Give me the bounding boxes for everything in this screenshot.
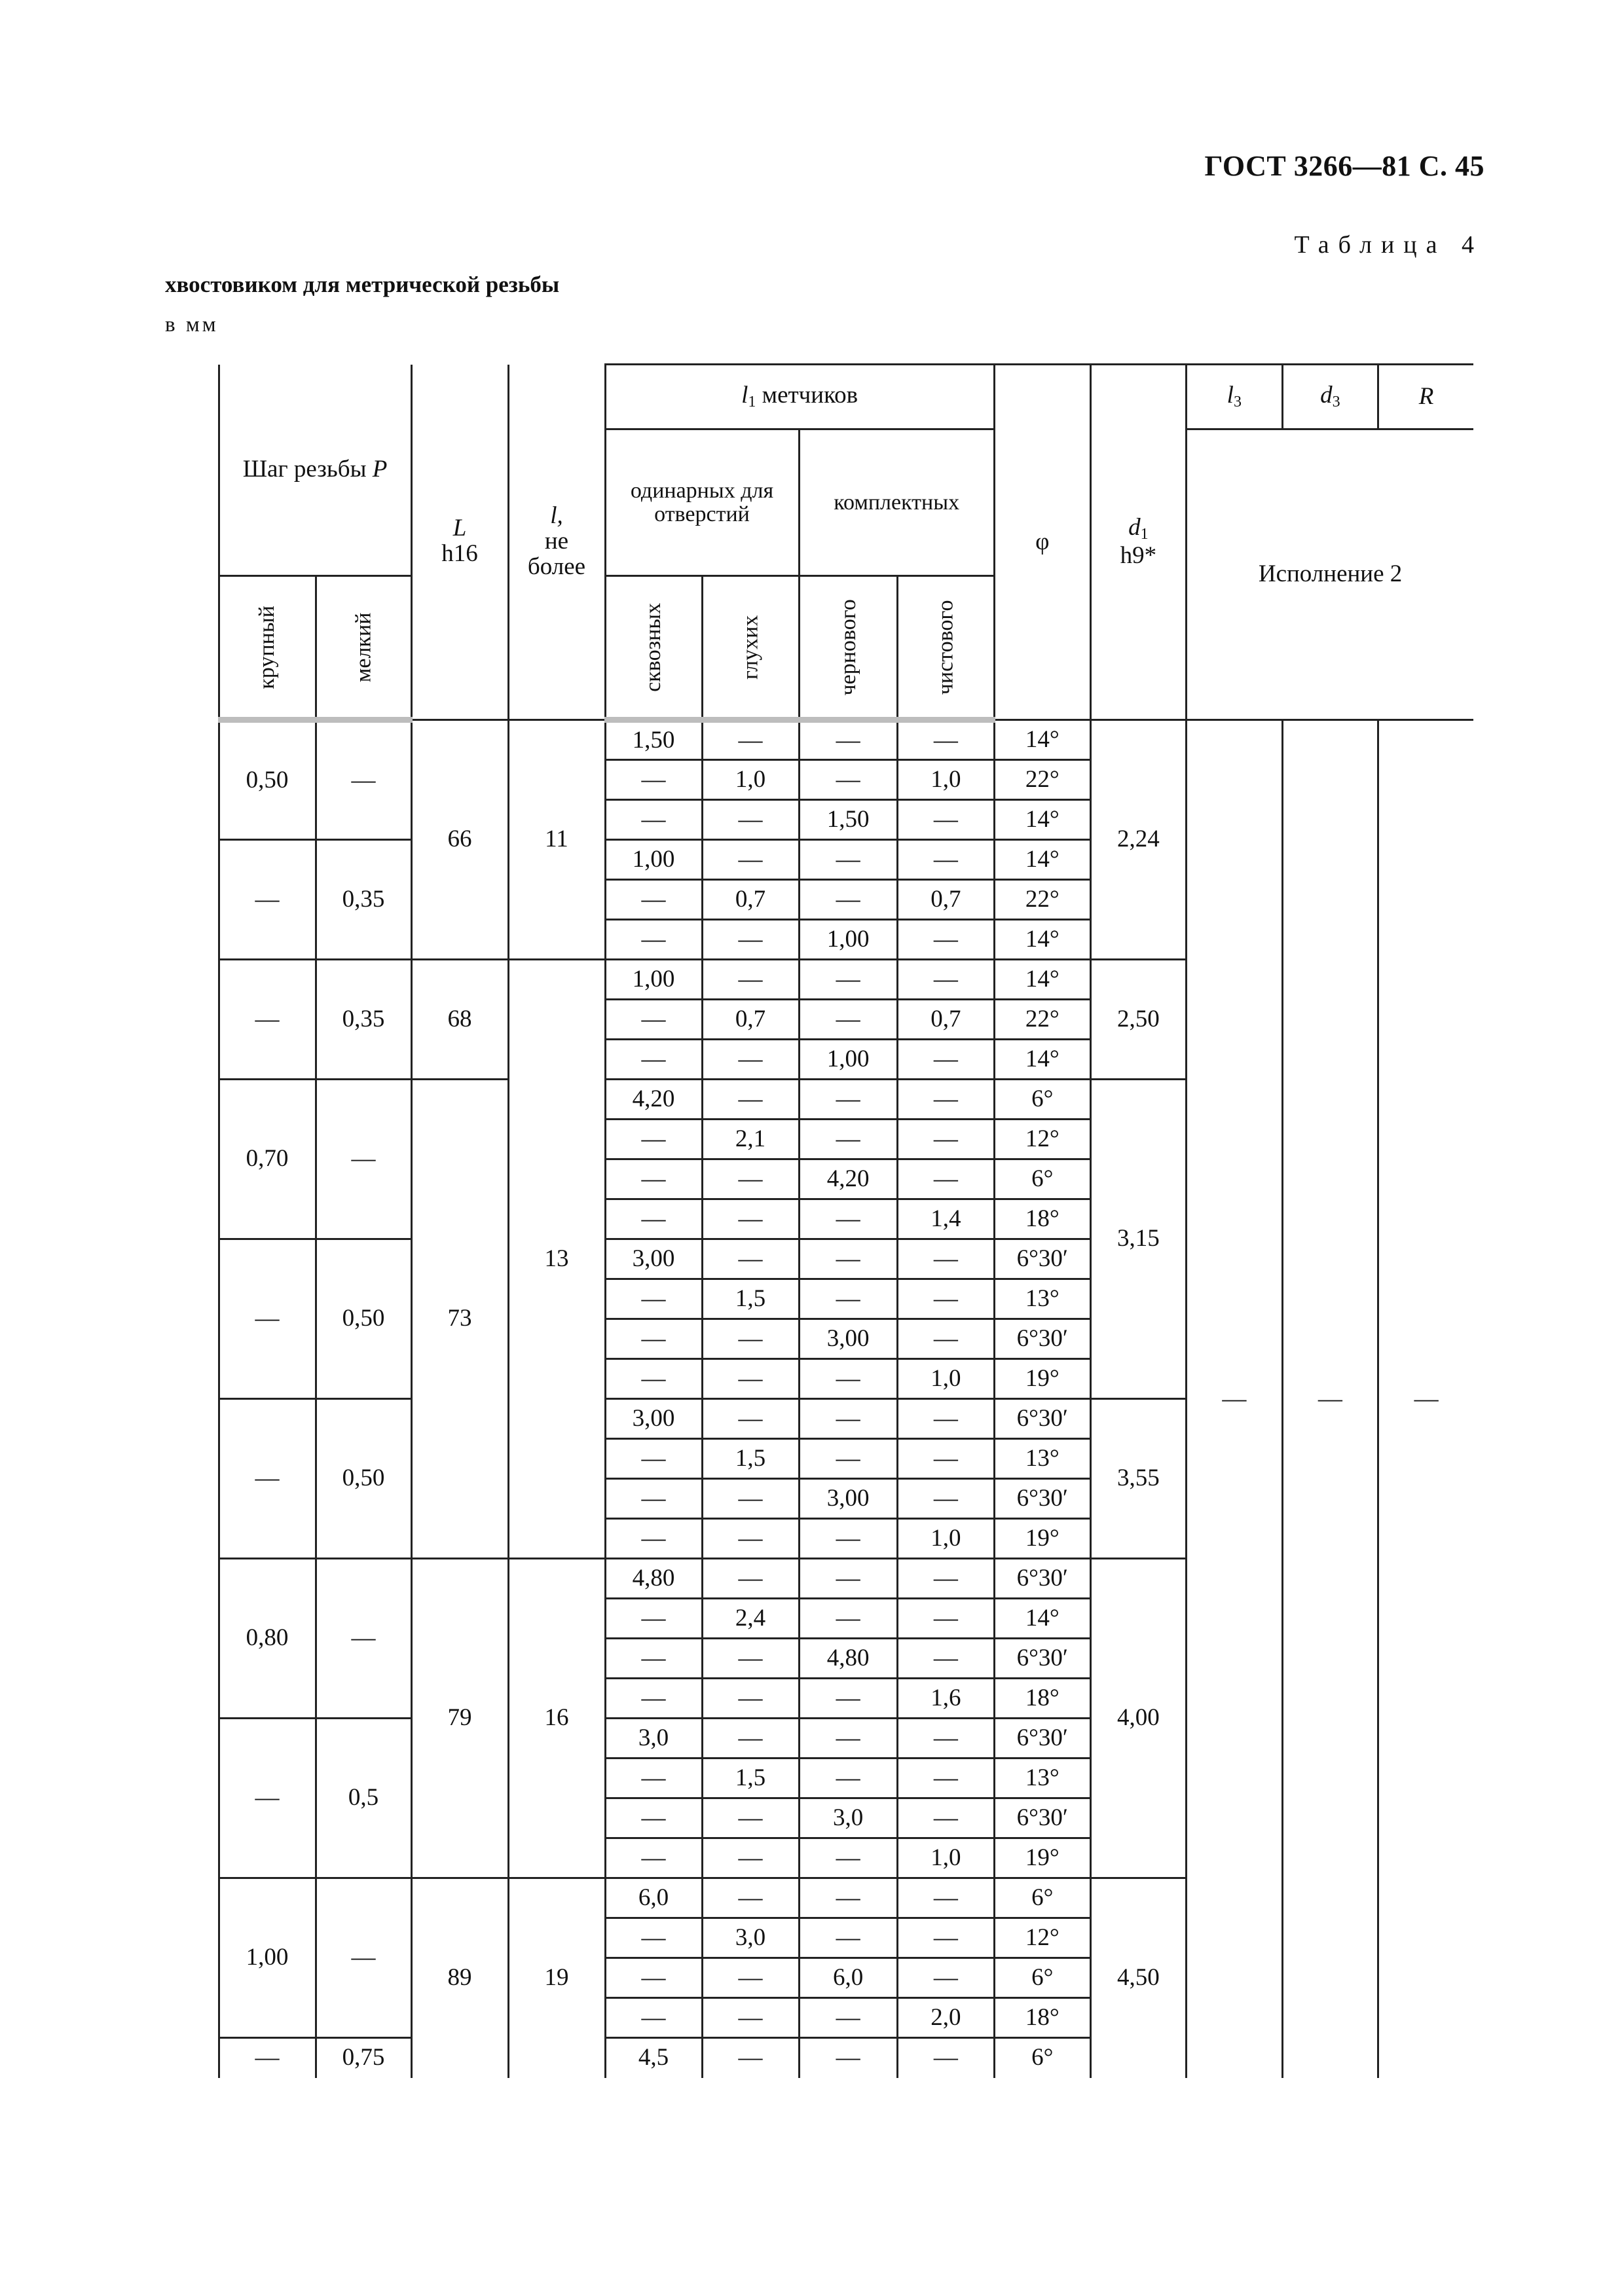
phi-cell: 18°	[994, 1998, 1090, 2038]
finish-cell: —	[897, 1719, 994, 1758]
R-header: R	[1378, 365, 1473, 429]
blind-cell: —	[702, 1479, 799, 1519]
blind-cell: —	[702, 1399, 799, 1439]
d1-cell: 4,50	[1090, 1878, 1186, 2078]
phi-cell: 13°	[994, 1758, 1090, 1798]
through-cell: —	[605, 1599, 702, 1639]
through-cell: —	[605, 1798, 702, 1838]
rough-cell: 1,00	[799, 1040, 897, 1080]
finish-cell: 1,0	[897, 1359, 994, 1399]
rough-cell: —	[799, 1080, 897, 1120]
through-cell: 4,5	[605, 2038, 702, 2078]
version-header: Исполнение 2	[1186, 429, 1473, 720]
coarse-cell: —	[219, 840, 316, 960]
finish-cell: —	[897, 1798, 994, 1838]
finish-cell: 0,7	[897, 1000, 994, 1040]
finish-cell: —	[897, 960, 994, 1000]
blind-cell: —	[702, 1319, 799, 1359]
finish-cell: —	[897, 1559, 994, 1599]
blind-cell: —	[702, 1798, 799, 1838]
through-cell: —	[605, 1319, 702, 1359]
blind-cell: —	[702, 1958, 799, 1998]
fine-cell: —	[316, 720, 411, 840]
phi-cell: 19°	[994, 1359, 1090, 1399]
through-cell: —	[605, 1639, 702, 1679]
through-cell: —	[605, 1519, 702, 1559]
rough-cell: —	[799, 1719, 897, 1758]
through-cell: —	[605, 1439, 702, 1479]
d1-cell: 3,55	[1090, 1399, 1186, 1559]
blind-cell: —	[702, 920, 799, 960]
phi-cell: 6°30′	[994, 1319, 1090, 1359]
finish-cell: 1,0	[897, 1519, 994, 1559]
through-cell: —	[605, 1758, 702, 1798]
finish-cell: —	[897, 1918, 994, 1958]
rough-cell: —	[799, 760, 897, 800]
phi-cell: 14°	[994, 840, 1090, 880]
through-cell: 1,00	[605, 840, 702, 880]
fine-cell: 0,75	[316, 2038, 411, 2078]
through-cell: —	[605, 1000, 702, 1040]
table-label: Таблица 4	[1294, 231, 1483, 259]
coarse-cell: 0,70	[219, 1080, 316, 1239]
finish-cell: 0,7	[897, 880, 994, 920]
coarse-cell: —	[219, 1719, 316, 1878]
phi-cell: 6°30′	[994, 1239, 1090, 1279]
rough-cell: —	[799, 1559, 897, 1599]
fine-cell: 0,35	[316, 960, 411, 1080]
blind-cell: —	[702, 1040, 799, 1080]
rough-cell: —	[799, 1239, 897, 1279]
through-cell: —	[605, 1679, 702, 1719]
units-label: в мм	[165, 313, 219, 337]
blind-header: глухих	[702, 576, 799, 720]
phi-cell: 18°	[994, 1199, 1090, 1239]
blind-cell: —	[702, 1998, 799, 2038]
phi-cell: 6°30′	[994, 1639, 1090, 1679]
l-cell: 11	[508, 720, 605, 960]
through-cell: 4,20	[605, 1080, 702, 1120]
finish-cell: —	[897, 1639, 994, 1679]
rough-cell: —	[799, 1758, 897, 1798]
L-cell: 79	[411, 1559, 508, 1878]
blind-cell: 2,4	[702, 1599, 799, 1639]
rough-cell: —	[799, 1998, 897, 2038]
phi-cell: 19°	[994, 1838, 1090, 1878]
blind-cell: —	[702, 1159, 799, 1199]
blind-cell: 1,5	[702, 1279, 799, 1319]
through-cell: —	[605, 1918, 702, 1958]
finish-cell: —	[897, 720, 994, 760]
phi-cell: 14°	[994, 1040, 1090, 1080]
blind-cell: —	[702, 800, 799, 840]
blind-cell: 0,7	[702, 880, 799, 920]
fine-cell: 0,35	[316, 840, 411, 960]
through-cell: 4,80	[605, 1559, 702, 1599]
finish-cell: —	[897, 1040, 994, 1080]
rough-cell: —	[799, 1599, 897, 1639]
rough-cell: —	[799, 1918, 897, 1958]
blind-cell: 1,0	[702, 760, 799, 800]
blind-cell: 1,5	[702, 1439, 799, 1479]
through-cell: 6,0	[605, 1878, 702, 1918]
through-cell: —	[605, 760, 702, 800]
through-cell: —	[605, 920, 702, 960]
rough-cell: 3,00	[799, 1319, 897, 1359]
fine-cell: —	[316, 1878, 411, 2038]
phi-cell: 12°	[994, 1120, 1090, 1159]
blind-cell: —	[702, 1359, 799, 1399]
through-cell: —	[605, 1998, 702, 2038]
blind-cell: —	[702, 720, 799, 760]
through-cell: —	[605, 1958, 702, 1998]
blind-cell: —	[702, 1639, 799, 1679]
dimension-table	[162, 363, 1473, 2078]
rough-header: чернового	[799, 576, 897, 720]
rough-cell: —	[799, 1199, 897, 1239]
rough-cell: 3,0	[799, 1798, 897, 1838]
rough-cell: —	[799, 720, 897, 760]
phi-cell: 22°	[994, 1000, 1090, 1040]
through-cell: 1,00	[605, 960, 702, 1000]
rough-cell: —	[799, 1439, 897, 1479]
phi-cell: 14°	[994, 720, 1090, 760]
finish-cell: —	[897, 1479, 994, 1519]
phi-cell: 6°	[994, 1159, 1090, 1199]
finish-cell: 2,0	[897, 1998, 994, 2038]
finish-cell: —	[897, 1878, 994, 1918]
L-cell: 73	[411, 1080, 508, 1559]
l-header: l, не более	[508, 365, 605, 720]
finish-cell: —	[897, 1599, 994, 1639]
phi-cell: 13°	[994, 1279, 1090, 1319]
d1-cell: 2,24	[1090, 720, 1186, 960]
rough-cell: 4,80	[799, 1639, 897, 1679]
phi-cell: 6°30′	[994, 1798, 1090, 1838]
L-cell: 68	[411, 960, 508, 1080]
through-cell: —	[605, 1279, 702, 1319]
finish-cell: 1,6	[897, 1679, 994, 1719]
blind-cell: 1,5	[702, 1758, 799, 1798]
blind-cell: —	[702, 1239, 799, 1279]
rough-cell: 1,00	[799, 920, 897, 960]
finish-cell: —	[897, 1958, 994, 1998]
through-cell: —	[605, 1199, 702, 1239]
through-cell: —	[605, 1838, 702, 1878]
d3-cell: —	[1282, 720, 1378, 2078]
blind-cell: —	[702, 1679, 799, 1719]
thread-pitch-header: Шаг резьбы P	[219, 365, 411, 576]
finish-cell: —	[897, 1120, 994, 1159]
L-cell: 89	[411, 1878, 508, 2078]
finish-cell: 1,0	[897, 760, 994, 800]
fine-header: мелкий	[316, 576, 411, 720]
blind-cell: —	[702, 1519, 799, 1559]
left-margin	[162, 365, 219, 2078]
coarse-cell: —	[219, 1399, 316, 1559]
rough-cell: —	[799, 880, 897, 920]
through-cell: —	[605, 1479, 702, 1519]
blind-cell: 3,0	[702, 1918, 799, 1958]
phi-cell: 6°	[994, 1958, 1090, 1998]
finish-cell: 1,0	[897, 1838, 994, 1878]
l3-cell: —	[1186, 720, 1282, 2078]
phi-cell: 6°30′	[994, 1479, 1090, 1519]
rough-cell: —	[799, 1519, 897, 1559]
rough-cell: —	[799, 840, 897, 880]
finish-cell: —	[897, 1159, 994, 1199]
blind-cell: —	[702, 840, 799, 880]
phi-cell: 19°	[994, 1519, 1090, 1559]
complete-header: комплектных	[799, 429, 994, 576]
standard-header: ГОСТ 3266—81 С. 45	[1204, 150, 1484, 182]
through-cell: 3,0	[605, 1719, 702, 1758]
blind-cell: —	[702, 1559, 799, 1599]
fine-cell: 0,50	[316, 1239, 411, 1399]
phi-cell: 22°	[994, 760, 1090, 800]
d1-cell: 4,00	[1090, 1559, 1186, 1878]
finish-cell: —	[897, 920, 994, 960]
l-cell: 16	[508, 1559, 605, 1878]
blind-cell: —	[702, 1199, 799, 1239]
coarse-cell: 0,50	[219, 720, 316, 840]
l1-header: $l_1$ метчиков	[605, 365, 994, 429]
coarse-header: крупный	[219, 576, 316, 720]
finish-cell: —	[897, 840, 994, 880]
rough-cell: 1,50	[799, 800, 897, 840]
rough-cell: —	[799, 1679, 897, 1719]
rough-cell: —	[799, 1000, 897, 1040]
phi-header: φ	[994, 365, 1090, 720]
L-cell: 66	[411, 720, 508, 960]
d3-header: $d_3$	[1282, 365, 1378, 429]
blind-cell: —	[702, 1878, 799, 1918]
through-cell: —	[605, 1040, 702, 1080]
finish-cell: —	[897, 1279, 994, 1319]
phi-cell: 14°	[994, 800, 1090, 840]
phi-cell: 14°	[994, 1599, 1090, 1639]
finish-cell: —	[897, 1439, 994, 1479]
coarse-cell: —	[219, 1239, 316, 1399]
fine-cell: —	[316, 1080, 411, 1239]
through-cell: 3,00	[605, 1239, 702, 1279]
through-cell: —	[605, 1359, 702, 1399]
blind-cell: —	[702, 960, 799, 1000]
coarse-cell: 1,00	[219, 1878, 316, 2038]
through-header: сквозных	[605, 576, 702, 720]
phi-cell: 6°	[994, 2038, 1090, 2078]
finish-cell: 1,4	[897, 1199, 994, 1239]
rough-cell: —	[799, 1878, 897, 1918]
d1-cell: 2,50	[1090, 960, 1186, 1080]
blind-cell: —	[702, 1719, 799, 1758]
finish-cell: —	[897, 1399, 994, 1439]
rough-cell: —	[799, 1120, 897, 1159]
fine-cell: 0,5	[316, 1719, 411, 1878]
phi-cell: 6°	[994, 1878, 1090, 1918]
through-cell: —	[605, 1159, 702, 1199]
rough-cell: —	[799, 960, 897, 1000]
blind-cell: 2,1	[702, 1120, 799, 1159]
R-cell: —	[1378, 720, 1473, 2078]
phi-cell: 22°	[994, 880, 1090, 920]
rough-cell: —	[799, 2038, 897, 2078]
d1-cell: 3,15	[1090, 1080, 1186, 1399]
phi-cell: 14°	[994, 960, 1090, 1000]
table-caption: хвостовиком для метрической резьбы	[165, 272, 560, 297]
through-cell: —	[605, 1120, 702, 1159]
rough-cell: 3,00	[799, 1479, 897, 1519]
L-header: L h16	[411, 365, 508, 720]
phi-cell: 6°30′	[994, 1399, 1090, 1439]
finish-cell: —	[897, 2038, 994, 2078]
coarse-cell: 0,80	[219, 1559, 316, 1719]
l3-header: $l_3$	[1186, 365, 1282, 429]
blind-cell: —	[702, 1080, 799, 1120]
rough-cell: —	[799, 1279, 897, 1319]
phi-cell: 12°	[994, 1918, 1090, 1958]
blind-cell: —	[702, 2038, 799, 2078]
rough-cell: 6,0	[799, 1958, 897, 1998]
blind-cell: —	[702, 1838, 799, 1878]
phi-cell: 14°	[994, 920, 1090, 960]
d1-header: $d_1$ h9*	[1090, 365, 1186, 720]
finish-header: чистового	[897, 576, 994, 720]
through-cell: —	[605, 880, 702, 920]
finish-cell: —	[897, 1319, 994, 1359]
rough-cell: —	[799, 1838, 897, 1878]
l-cell: 19	[508, 1878, 605, 2078]
through-cell: —	[605, 800, 702, 840]
phi-cell: 13°	[994, 1439, 1090, 1479]
through-cell: 3,00	[605, 1399, 702, 1439]
l-cell: 13	[508, 960, 605, 1559]
rough-cell: —	[799, 1359, 897, 1399]
phi-cell: 6°	[994, 1080, 1090, 1120]
phi-cell: 6°30′	[994, 1719, 1090, 1758]
phi-cell: 6°30′	[994, 1559, 1090, 1599]
coarse-cell: —	[219, 2038, 316, 2078]
single-header: одинарных для отверстий	[605, 429, 799, 576]
rough-cell: —	[799, 1399, 897, 1439]
finish-cell: —	[897, 800, 994, 840]
blind-cell: 0,7	[702, 1000, 799, 1040]
finish-cell: —	[897, 1758, 994, 1798]
phi-cell: 18°	[994, 1679, 1090, 1719]
through-cell: 1,50	[605, 720, 702, 760]
finish-cell: —	[897, 1239, 994, 1279]
rough-cell: 4,20	[799, 1159, 897, 1199]
coarse-cell: —	[219, 960, 316, 1080]
fine-cell: 0,50	[316, 1399, 411, 1559]
finish-cell: —	[897, 1080, 994, 1120]
fine-cell: —	[316, 1559, 411, 1719]
